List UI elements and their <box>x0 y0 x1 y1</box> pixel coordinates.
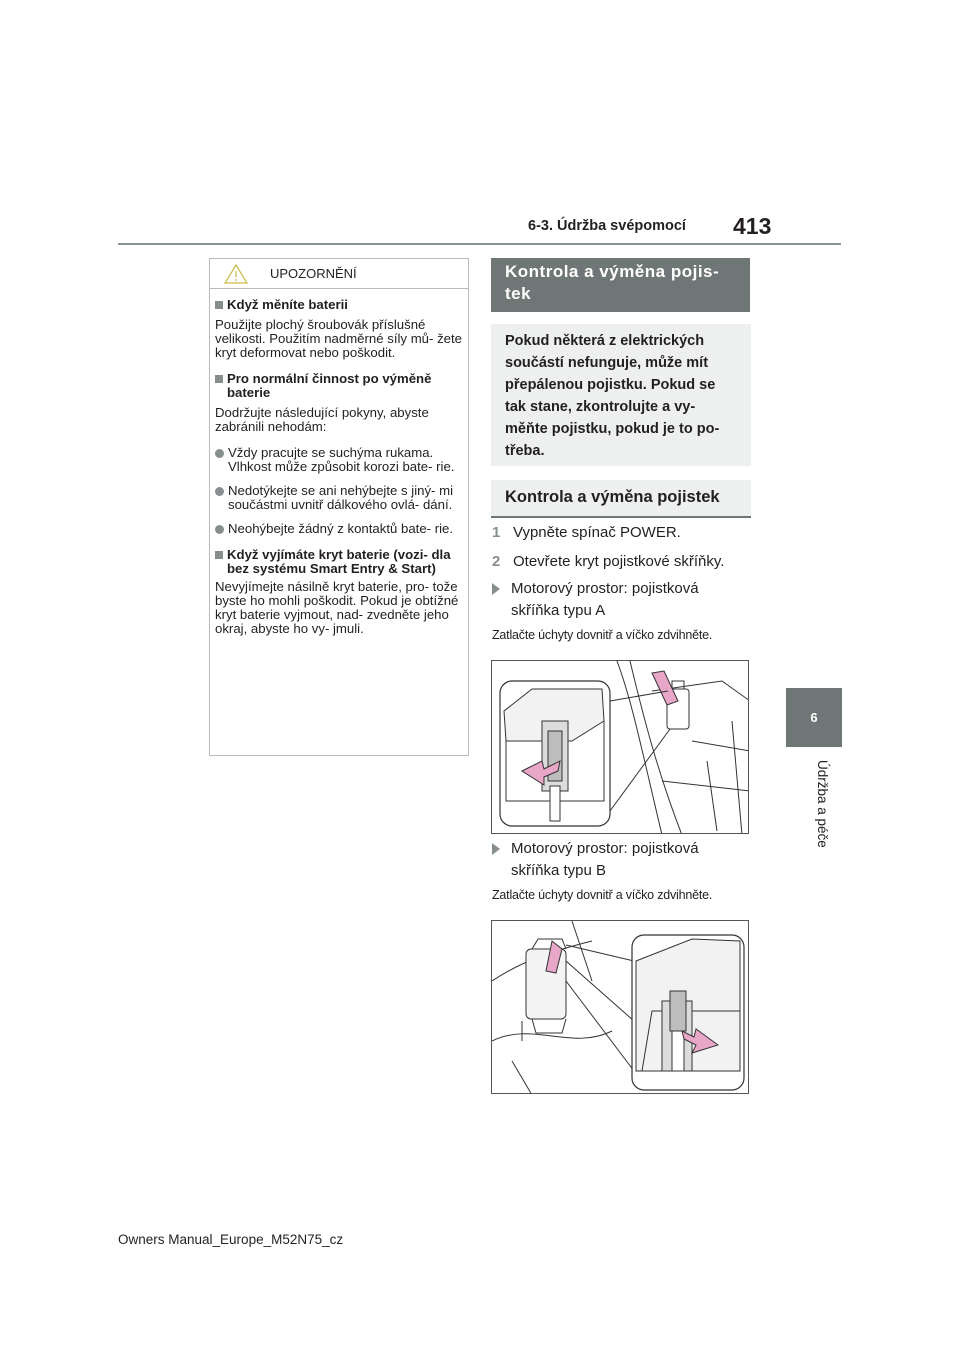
list-item-type-b: Motorový prostor: pojistková skříňka typu B <box>492 838 732 882</box>
chapter-tab-number: 6 <box>786 688 842 747</box>
warning-title: UPOZORNĚNÍ <box>270 266 357 281</box>
intro-box: Pokud některá z elektrických součástí nefunguje, může mít přepálenou pojistku. Pokud se tak stane, zkontrolujte a vy- měňte pojistku, pokud je to po- třeba. <box>491 324 751 466</box>
square-bullet-icon <box>215 375 223 383</box>
caption-type-b: Zatlačte úchyty dovnitř a víčko zdvihněte. <box>492 888 713 902</box>
fuse-box-a-illustration <box>491 660 749 834</box>
round-bullet-icon <box>215 525 224 534</box>
warning-heading: Když měníte baterii <box>215 298 462 312</box>
warning-bullet: Vždy pracujte se suchýma rukama. Vlhkost může způsobit korozi bate- rie. <box>215 446 462 474</box>
warning-bullet: Neohýbejte žádný z kontaktů bate- rie. <box>215 522 462 536</box>
header-divider <box>118 243 841 245</box>
page-number: 413 <box>733 213 772 239</box>
warning-text: Dodržujte následující pokyny, abyste zabránili nehodám: <box>215 405 429 434</box>
arrow-bullet-icon <box>492 583 500 595</box>
subsection-title: Kontrola a výměna pojistek <box>491 480 751 518</box>
running-header-section: 6-3. Údržba svépomocí <box>528 218 686 234</box>
square-bullet-icon <box>215 551 223 559</box>
warning-heading: Pro normální činnost po výměně baterie <box>215 372 462 400</box>
footer-doc-id: Owners Manual_Europe_M52N75_cz <box>118 1232 344 1247</box>
warning-text: Nevyjímejte násilně kryt baterie, pro- tože byste ho mohli poškodit. Pokud je obtížné kryt baterie vyjmout, nad- zvedněte jeho okraj, abyste ho vy- jmuli. <box>215 579 459 636</box>
warning-triangle-icon <box>224 264 248 284</box>
fuse-box-b-illustration <box>491 920 749 1094</box>
round-bullet-icon <box>215 487 224 496</box>
caption-type-a: Zatlačte úchyty dovnitř a víčko zdvihněte. <box>492 628 713 642</box>
round-bullet-icon <box>215 449 224 458</box>
warning-body <box>210 289 468 636</box>
step-1: 1 Vypněte spínač POWER. <box>492 524 681 541</box>
square-bullet-icon <box>215 301 223 309</box>
list-item-type-a: Motorový prostor: pojistková skříňka typu A <box>492 578 732 622</box>
warning-bullet: Nedotýkejte se ani nehýbejte s jiný- mi součástmi uvnitř dálkového ovlá- dání. <box>215 484 462 512</box>
arrow-bullet-icon <box>492 843 500 855</box>
warning-header <box>210 259 468 289</box>
section-title: Kontrola a výměna pojis- tek <box>491 258 750 312</box>
warning-heading: Když vyjímáte kryt baterie (vozi- dla bez systému Smart Entry & Start) <box>215 548 462 576</box>
warning-box <box>209 258 469 756</box>
warning-text: Použijte plochý šroubovák příslušné velikosti. Použitím nadměrné síly mů- žete kryt deformovat nebo poškodit. <box>215 317 462 360</box>
step-2: 2 Otevřete kryt pojistkové skříňky. <box>492 553 725 570</box>
chapter-tab-label: Údržba a péče <box>815 760 830 848</box>
